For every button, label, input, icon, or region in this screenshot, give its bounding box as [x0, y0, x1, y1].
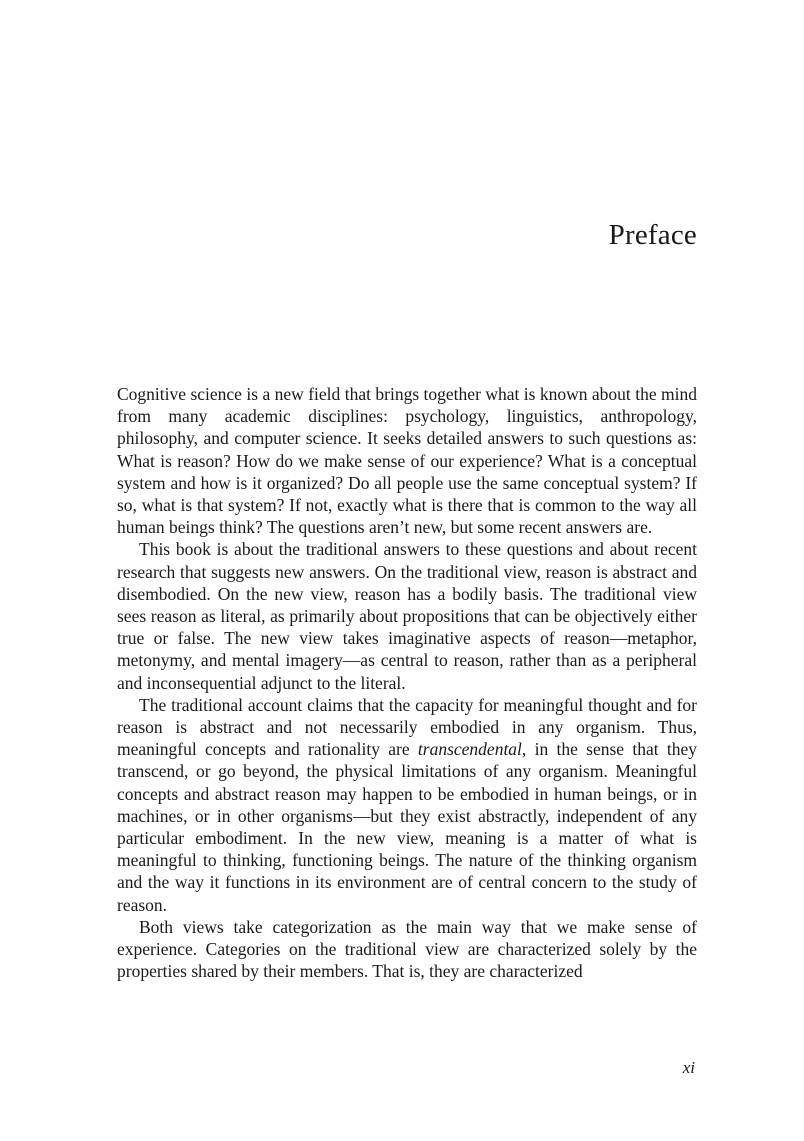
page-title: Preface [608, 219, 697, 251]
paragraph-1: Cognitive science is a new field that brings together what is known about the mind from many academic disciplines: psychology, linguistics, anthropology, philosophy, and computer science. It seeks detailed answers to such questions as: What is reason? How do we make sense of our experience? What is a conceptual system and how is it organized? Do all people use the same conceptual system? If so, what is that system? If not, exactly what is there that is common to the way all human beings think? The questions aren’t new, but some recent answers are. [117, 384, 697, 538]
body-text [117, 383, 697, 982]
paragraph-4: Both views take categorization as the main way that we make sense of experience. Categories on the traditional view are characterized solely by the properties shared by their members. That is, they are characterized [117, 916, 697, 982]
paragraph-3-text-before: The traditional account claims that the capacity for meaningful thought and for reason is abstract and not necessarily embodied in any organism. Thus, meaningful concepts and rationality are [117, 694, 697, 760]
paragraph-2: This book is about the traditional answers to these questions and about recent research that suggests new answers. On the traditional view, reason is abstract and disembodied. On the new view, reason has a bodily basis. The traditional view sees reason as literal, as primarily about propositions that can be objectively either true or false. The new view takes imaginative aspects of reason—metaphor, metonymy, and mental imagery—as central to reason, rather than as a peripheral and inconsequential adjunct to the literal. [117, 539, 697, 693]
paragraph-3-text-after: , in the sense that they transcend, or go beyond, the physical limitations of any organism. Meaningful concepts and abstract reason may happen to be embodied in human beings, or in machines, or in other organisms—but they exist abstractly, independent of any particular embodiment. In the new view, meaning is a matter of what is meaningful to thinking, functioning beings. The nature of the thinking organism and the way it functions in its environment are of central concern to the study of reason. [117, 739, 697, 915]
paragraph-3-emphasis: transcendental [417, 739, 522, 760]
paragraph-3 [117, 694, 697, 916]
page-number: xi [682, 1058, 695, 1077]
